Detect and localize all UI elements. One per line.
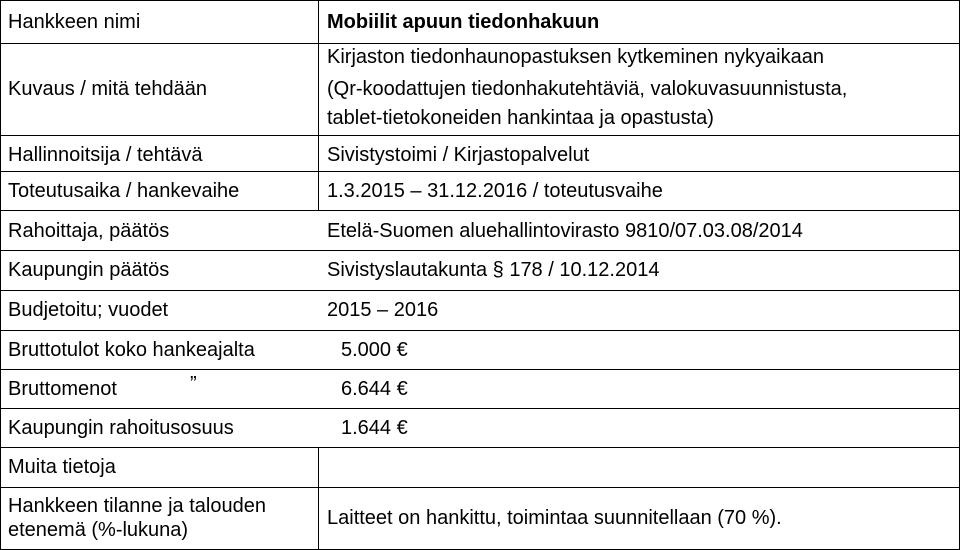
column-divider xyxy=(318,447,319,549)
status-label-line-1: Hankkeen tilanne ja talouden xyxy=(8,495,266,517)
budget-years-label: Budjetoitu; vuodet xyxy=(8,299,169,321)
timeline-label: Toteutusaika / hankevaihe xyxy=(8,180,240,202)
row-divider xyxy=(0,369,960,370)
city-decision-value: Sivistyslautakunta § 178 / 10.12.2014 xyxy=(327,259,660,281)
status-label-line-2: etenemä (%-lukuna) xyxy=(8,519,189,541)
row-divider xyxy=(0,487,960,488)
project-name-label: Hankkeen nimi xyxy=(8,11,141,33)
gross-income-value: 5.000 € xyxy=(341,339,408,361)
status-value: Laitteet on hankittu, toimintaa suunnitellaan (70 %). xyxy=(327,507,782,529)
description-line-3: tablet-tietokoneiden hankintaa ja opastusta) xyxy=(327,107,714,129)
project-name-value: Mobiilit apuun tiedonhakuun xyxy=(327,11,600,33)
row-divider xyxy=(0,171,960,172)
row-divider xyxy=(0,408,960,409)
column-divider xyxy=(318,0,319,210)
description-line-1: Kirjaston tiedonhaunopastuksen kytkeminen nykyaikaan xyxy=(327,46,824,68)
timeline-value: 1.3.2015 – 31.12.2016 / toteutusvaihe xyxy=(327,180,663,202)
gross-expenses-label: Bruttomenot xyxy=(8,378,117,400)
gross-income-label: Bruttotulot koko hankeajalta xyxy=(8,339,255,361)
other-info-label: Muita tietoja xyxy=(8,456,116,478)
row-divider xyxy=(0,447,960,448)
ditto-mark: ” xyxy=(190,373,197,395)
funder-label: Rahoittaja, päätös xyxy=(8,220,170,242)
admin-value: Sivistystoimi / Kirjastopalvelut xyxy=(327,144,590,166)
description-label: Kuvaus / mitä tehdään xyxy=(8,78,208,100)
row-divider xyxy=(0,250,960,251)
row-divider xyxy=(0,135,960,136)
admin-label: Hallinnoitsija / tehtävä xyxy=(8,144,203,166)
row-divider xyxy=(0,43,960,44)
budget-years-value: 2015 – 2016 xyxy=(327,299,439,321)
city-decision-label: Kaupungin päätös xyxy=(8,259,170,281)
row-divider xyxy=(0,210,960,211)
city-share-value: 1.644 € xyxy=(341,417,408,439)
city-share-label: Kaupungin rahoitusosuus xyxy=(8,417,234,439)
gross-expenses-value: 6.644 € xyxy=(341,378,408,400)
funder-value: Etelä-Suomen aluehallintovirasto 9810/07.03.08/2014 xyxy=(327,220,803,242)
description-line-2: (Qr-koodattujen tiedonhakutehtäviä, valokuvasuunnistusta, xyxy=(327,78,848,100)
row-divider xyxy=(0,330,960,331)
row-divider xyxy=(0,290,960,291)
